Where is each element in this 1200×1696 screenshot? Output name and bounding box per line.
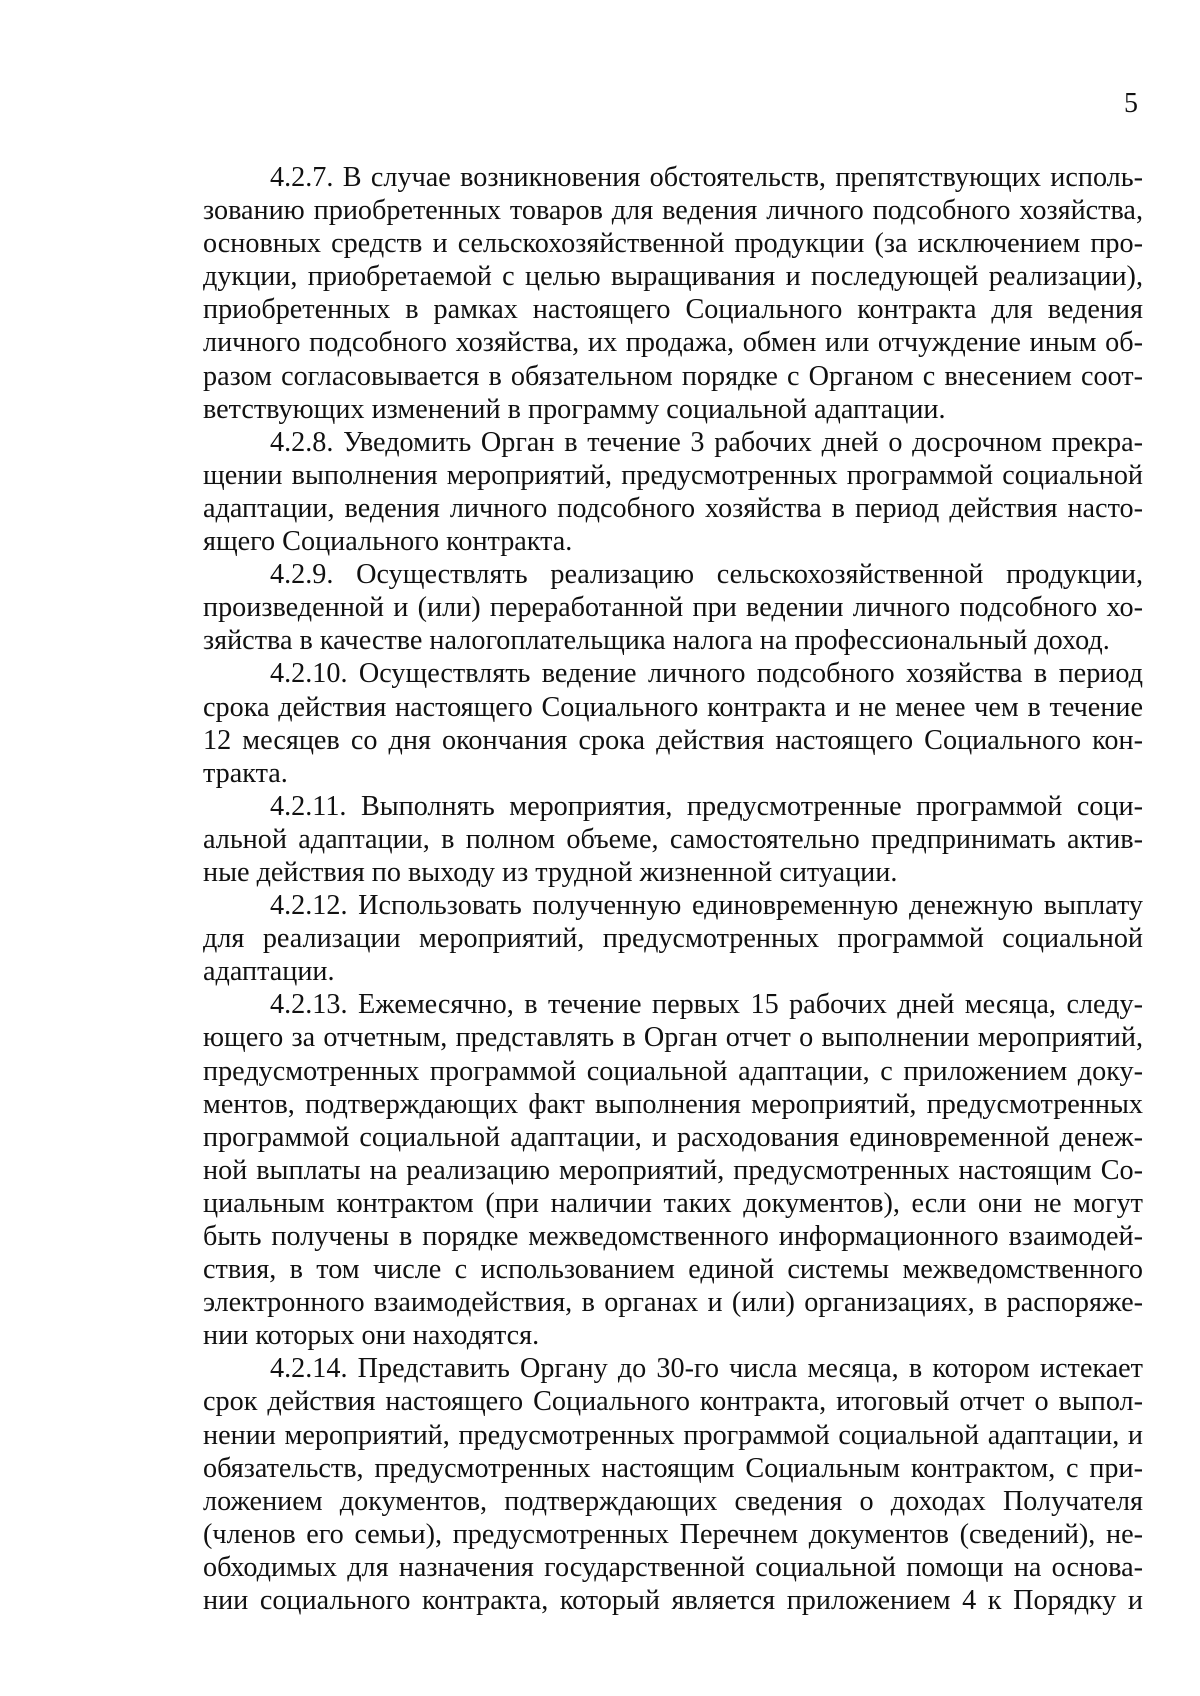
text-line: зованию приобретенных товаров для ведения личного подсобного хозяйства, — [203, 195, 1143, 227]
text-line: 4.2.12. Использовать полученную единовременную денежную выплату — [270, 890, 1143, 922]
text-line: 4.2.7. В случае возникновения обстоятельств, препятствующих исполь- — [270, 162, 1143, 193]
page-number: 5 — [1124, 88, 1138, 119]
text-line: 4.2.8. Уведомить Орган в течение 3 рабочих дней о досрочном прекра- — [270, 426, 1143, 458]
text-line: быть получены в порядке межведомственного информационного взаимодей- — [203, 1221, 1143, 1252]
text-line: ящего Социального контракта. — [203, 526, 573, 558]
text-line: ментов, подтверждающих факт выполнения мероприятий, предусмотренных — [203, 1088, 1143, 1120]
text-line: ные действия по выходу из трудной жизненной ситуации. — [203, 856, 898, 888]
text-line: срок действия настоящего Социального контракта, итоговый отчет о выпол- — [203, 1386, 1143, 1418]
text-line: адаптации. — [203, 956, 335, 988]
text-line: щении выполнения мероприятий, предусмотренных программой социальной — [203, 459, 1143, 491]
paragraph — [203, 988, 1143, 1352]
text-line: альной адаптации, в полном объеме, самостоятельно предпринимать актив- — [203, 823, 1143, 855]
paragraph — [203, 790, 1143, 889]
text-line: срока действия настоящего Социального контракта и не менее чем в течение — [203, 691, 1143, 723]
text-line: программой социальной адаптации, и расходования единовременной денеж- — [203, 1121, 1143, 1153]
text-line: предусмотренных программой социальной адаптации, с приложением доку- — [203, 1055, 1143, 1087]
text-line: 4.2.9. Осуществлять реализацию сельскохозяйственной продукции, — [270, 559, 1143, 591]
text-line: циальным контрактом (при наличии таких документов), если они не могут — [203, 1187, 1143, 1219]
text-line: ветствующих изменений в программу социальной адаптации. — [203, 393, 946, 425]
paragraph — [203, 161, 1143, 426]
text-line: нении мероприятий, предусмотренных программой социальной адаптации, и — [203, 1419, 1143, 1451]
text-line: электронного взаимодействия, в органах и (или) организациях, в распоряже- — [203, 1287, 1143, 1319]
paragraph — [203, 657, 1143, 789]
text-line: нии которых они находятся. — [203, 1320, 540, 1352]
text-line: разом согласовывается в обязательном порядке с Органом с внесением соот- — [203, 360, 1143, 392]
text-line: адаптации, ведения личного подсобного хозяйства в период действия насто- — [203, 492, 1143, 524]
text-line: 4.2.14. Представить Органу до 30-го числа месяца, в котором истекает — [270, 1353, 1143, 1385]
text-line: обязательств, предусмотренных настоящим Социальным контрактом, с при- — [203, 1452, 1143, 1484]
text-line: 4.2.13. Ежемесячно, в течение первых 15 рабочих дней месяца, следу- — [270, 989, 1143, 1021]
text-line: ствия, в том числе с использованием единой системы межведомственного — [203, 1254, 1143, 1286]
text-line: ющего за отчетным, представлять в Орган отчет о выполнении мероприятий, — [203, 1022, 1143, 1054]
paragraph — [203, 1352, 1143, 1617]
text-line: произведенной и (или) переработанной при ведении личного подсобного хо- — [203, 592, 1143, 624]
text-line: основных средств и сельскохозяйственной продукции (за исключением про- — [203, 228, 1143, 260]
text-line: личного подсобного хозяйства, их продажа, обмен или отчуждение иным об- — [203, 327, 1143, 359]
text-line: дукции, приобретаемой с целью выращивания и последующей реализации), — [203, 261, 1143, 293]
text-line: ной выплаты на реализацию мероприятий, предусмотренных настоящим Со- — [203, 1154, 1143, 1186]
paragraph — [203, 889, 1143, 988]
document-body — [203, 161, 1143, 1617]
text-line: ложением документов, подтверждающих сведения о доходах Получателя — [203, 1485, 1143, 1517]
text-line: обходимых для назначения государственной социальной помощи на основа- — [203, 1551, 1143, 1583]
text-line: тракта. — [203, 757, 288, 789]
paragraph — [203, 426, 1143, 558]
text-line: 12 месяцев со дня окончания срока действия настоящего Социального кон- — [203, 724, 1143, 756]
text-line: приобретенных в рамках настоящего Социального контракта для ведения — [203, 294, 1143, 326]
text-line: 4.2.10. Осуществлять ведение личного подсобного хозяйства в период — [270, 658, 1143, 690]
paragraph — [203, 558, 1143, 657]
text-line: нии социального контракта, который является приложением 4 к Порядку и — [203, 1585, 1143, 1617]
text-line: (членов его семьи), предусмотренных Перечнем документов (сведений), не- — [203, 1518, 1143, 1550]
text-line: зяйства в качестве налогоплательщика налога на профессиональный доход. — [203, 625, 1110, 657]
text-line: 4.2.11. Выполнять мероприятия, предусмотренные программой соци- — [270, 790, 1143, 822]
text-line: для реализации мероприятий, предусмотренных программой социальной — [203, 923, 1143, 955]
